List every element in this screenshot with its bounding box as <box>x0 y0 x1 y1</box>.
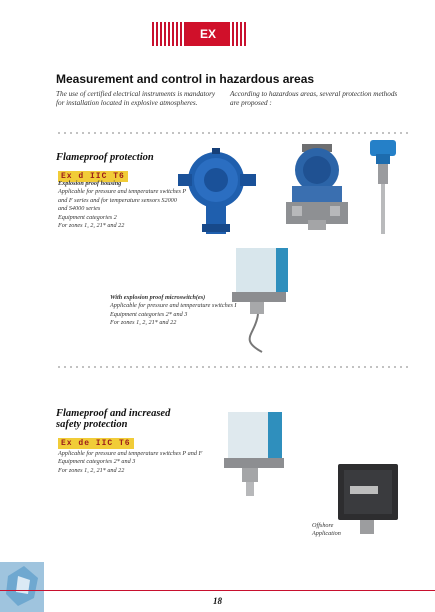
page-number: 18 <box>213 596 222 606</box>
section-title-increased-safety <box>56 408 170 430</box>
caption-line: Offshore <box>312 522 334 529</box>
pressure-transmitter-image <box>282 142 356 232</box>
microswitch-line: Equipment categories 2* and 3 <box>110 310 188 318</box>
explosion-proof-housing-image <box>178 146 258 238</box>
housing-description <box>58 180 188 230</box>
description-line: Equipment categories 2* and 3 <box>58 458 136 466</box>
intro-text-left: The use of certified electrical instruments is mandatory for installation located in explosive atmospheres. <box>56 90 216 107</box>
housing-line: For zones 1, 2, 21* and 22 <box>58 222 125 230</box>
microswitch-line: For zones 1, 2, 21* and 22 <box>110 319 177 327</box>
section-title-line: Flameproof and increased <box>56 408 171 419</box>
section-tab <box>152 22 246 46</box>
description-line: For zones 1, 2, 21* and 22 <box>58 466 125 474</box>
section-title-flameproof: Flameproof protection <box>56 152 154 163</box>
housing-line: Applicable for pressure and temperature switches P <box>58 188 187 196</box>
microswitch-description <box>110 294 250 328</box>
tab-label: EX <box>199 27 216 41</box>
offshore-junction-box-image <box>334 458 402 540</box>
microswitch-line: Applicable for pressure and temperature switches I <box>110 302 237 310</box>
section-title-line: safety protection <box>56 419 128 430</box>
dotted-divider <box>56 366 408 368</box>
footer-rule <box>0 590 435 591</box>
increased-safety-description <box>58 450 228 475</box>
microswitch-title: With explosion proof microswitch(es) <box>110 294 206 301</box>
dotted-divider <box>56 132 408 134</box>
page-title: Measurement and control in hazardous areas <box>56 72 315 86</box>
housing-line: and S4000 series <box>58 205 101 213</box>
protection-code-badge: Ex de IIC T6 <box>58 438 134 449</box>
caption-line: Application <box>312 530 341 538</box>
offshore-caption <box>312 522 341 539</box>
temperature-sensor-image <box>364 136 404 236</box>
protection-code-badge: Ex d IIC T6 <box>58 171 128 182</box>
tab-label-box <box>186 22 230 46</box>
housing-line: and F series and for temperature sensors S2000 <box>58 196 177 204</box>
increased-safety-switch-image <box>222 408 292 504</box>
housing-title: Explosion proof housing <box>58 180 122 187</box>
intro-text-right: According to hazardous areas, several protection methods are proposed : <box>230 90 398 107</box>
description-line: Applicable for pressure and temperature switches P and F <box>58 450 203 457</box>
housing-line: Equipment categories 2 <box>58 213 117 221</box>
